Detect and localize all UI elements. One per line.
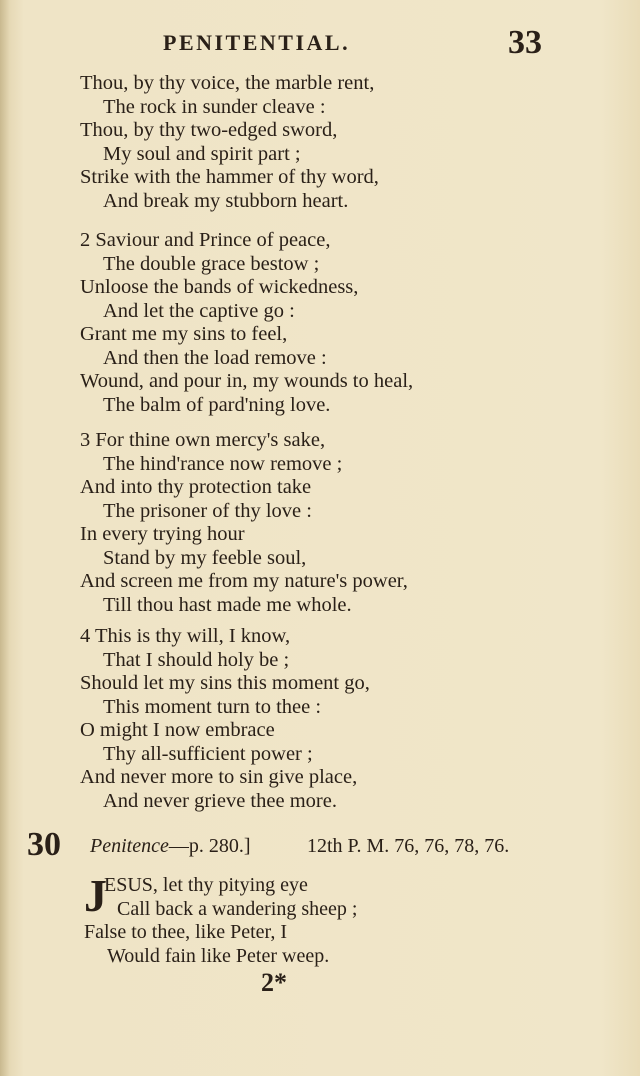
hymn-source-title: Penitence <box>90 835 169 857</box>
verse-line: 3 For thine own mercy's sake, <box>80 429 326 451</box>
verse-line: Grant me my sins to feel, <box>80 323 288 345</box>
verse-line: 2 Saviour and Prince of peace, <box>80 229 331 251</box>
stanza-2 <box>0 229 620 417</box>
verse-line: The rock in sunder cleave : <box>103 95 326 118</box>
verse-line: Would fain like Peter weep. <box>107 944 330 967</box>
verse-line: And into thy protection take <box>80 476 312 498</box>
verse-line: O might I now embrace <box>80 719 275 741</box>
hymn-30-stanza-1 <box>0 870 620 968</box>
verse-line: This moment turn to thee : <box>103 695 322 718</box>
verse-line: And then the load remove : <box>103 346 327 369</box>
hymn-source <box>90 835 251 858</box>
verse-line: Thou, by thy voice, the marble rent, <box>80 72 375 94</box>
verse-line: Should let my sins this moment go, <box>80 672 370 694</box>
hymn-source-ref: —p. 280.] <box>168 835 251 857</box>
verse-line: Unloose the bands of wickedness, <box>80 276 359 298</box>
hymn-meter: 12th P. M. 76, 76, 78, 76. <box>307 835 510 857</box>
verse-line: And never more to sin give place, <box>80 766 358 788</box>
running-title: PENITENTIAL. <box>163 30 351 55</box>
verse-line: And break my stubborn heart. <box>103 189 349 212</box>
verse-line: The prisoner of thy love : <box>103 499 312 522</box>
verse-line: In every trying hour <box>80 523 245 545</box>
verse-line: Thy all-sufficient power ; <box>103 742 313 765</box>
stanza-1 <box>0 72 620 213</box>
verse-line: False to thee, like Peter, I <box>84 921 288 943</box>
verse-line: And let the captive go : <box>103 299 295 322</box>
stanza-4 <box>0 625 620 813</box>
verse-line: ESUS, let thy pitying eye <box>104 874 308 896</box>
drop-cap: J <box>84 870 107 921</box>
stanza-3 <box>0 429 620 617</box>
verse-line: That I should holy be ; <box>103 648 290 671</box>
page-header <box>0 24 640 64</box>
verse-line: 4 This is thy will, I know, <box>80 625 291 647</box>
verse-line: Stand by my feeble soul, <box>103 546 307 569</box>
verse-line: And screen me from my nature's power, <box>80 570 408 592</box>
verse-line: The double grace bestow ; <box>103 252 320 275</box>
verse-line: Thou, by thy two-edged sword, <box>80 119 338 141</box>
signature-mark: 2* <box>261 968 287 997</box>
verse-line: Wound, and pour in, my wounds to heal, <box>80 370 414 392</box>
page-number: 33 <box>508 24 542 61</box>
verse-line: Call back a wandering sheep ; <box>117 897 358 920</box>
verse-line: My soul and spirit part ; <box>103 142 301 165</box>
hymn-number: 30 <box>27 826 61 863</box>
verse-line: Strike with the hammer of thy word, <box>80 166 379 188</box>
verse-line: And never grieve thee more. <box>103 789 337 812</box>
verse-line: The hind'rance now remove ; <box>103 452 343 475</box>
hymn-header <box>0 826 640 866</box>
verse-line: Till thou hast made me whole. <box>103 593 352 616</box>
verse-line: The balm of pard'ning love. <box>103 393 331 416</box>
